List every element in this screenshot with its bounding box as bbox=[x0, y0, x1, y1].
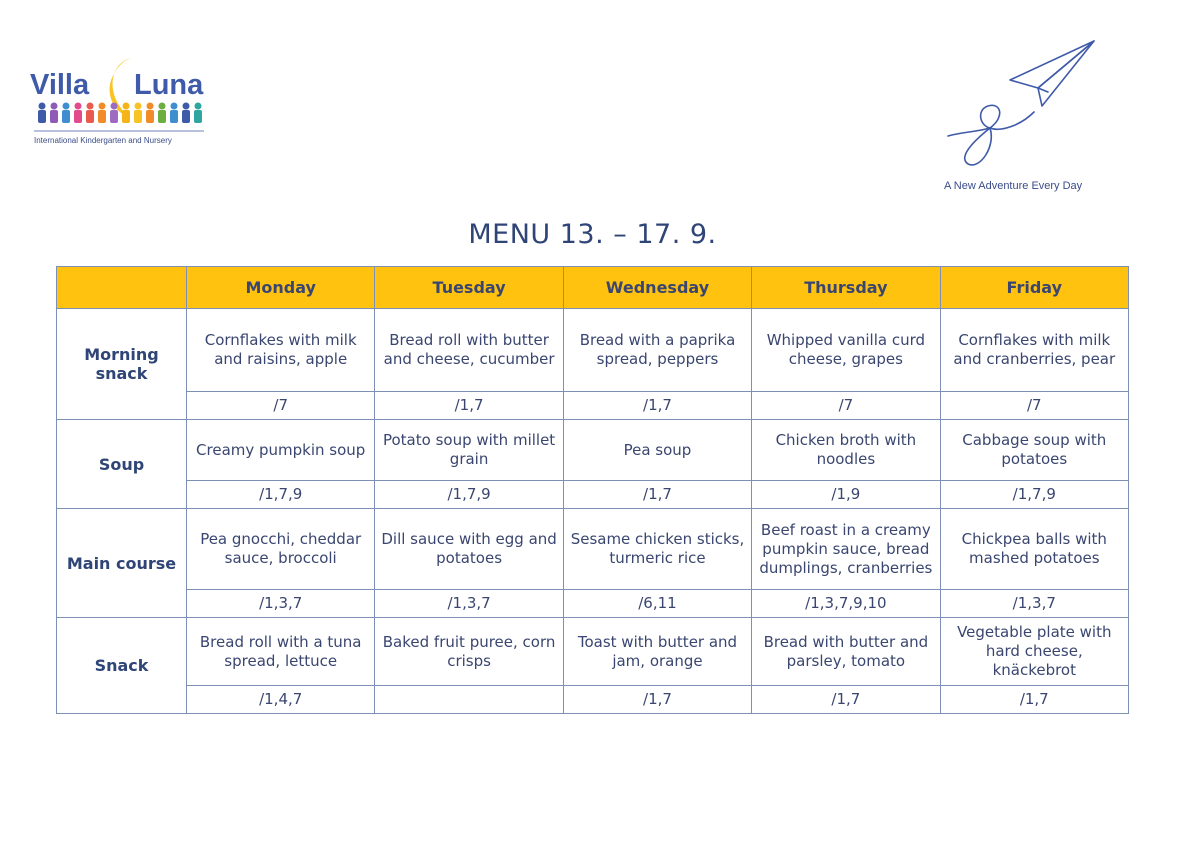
allergen-cell: /1,7 bbox=[563, 686, 751, 714]
dish-cell: Pea soup bbox=[563, 420, 751, 481]
dish-cell: Dill sauce with egg and potatoes bbox=[375, 509, 563, 590]
villa-luna-logo bbox=[28, 54, 208, 150]
table-row bbox=[57, 618, 1129, 686]
allergen-cell: /7 bbox=[187, 392, 375, 420]
dish-cell: Baked fruit puree, corn crisps bbox=[375, 618, 563, 686]
logo-subtitle: International Kindergarten and Nursery bbox=[34, 136, 172, 145]
dish-cell: Vegetable plate with hard cheese, knäckebrot bbox=[940, 618, 1128, 686]
allergen-cell: /1,3,7 bbox=[187, 590, 375, 618]
menu-header-row bbox=[57, 267, 1129, 309]
allergen-cell: /1,3,7,9,10 bbox=[752, 590, 940, 618]
menu-table bbox=[56, 266, 1129, 714]
allergen-cell: /1,3,7 bbox=[375, 590, 563, 618]
dish-cell: Sesame chicken sticks, turmeric rice bbox=[563, 509, 751, 590]
allergen-cell: /7 bbox=[940, 392, 1128, 420]
dish-cell: Cabbage soup with potatoes bbox=[940, 420, 1128, 481]
allergen-cell: /1,9 bbox=[752, 481, 940, 509]
allergen-cell bbox=[375, 686, 563, 714]
allergen-row bbox=[57, 590, 1129, 618]
paper-plane-icon bbox=[940, 36, 1100, 171]
allergen-cell: /1,7 bbox=[940, 686, 1128, 714]
header-corner bbox=[57, 267, 187, 309]
dish-cell: Bread with butter and parsley, tomato bbox=[752, 618, 940, 686]
category-morning-snack: Morning snack bbox=[57, 309, 187, 420]
allergen-cell: /1,3,7 bbox=[940, 590, 1128, 618]
logo-graphic bbox=[28, 54, 208, 136]
dish-cell: Bread with a paprika spread, peppers bbox=[563, 309, 751, 392]
allergen-row bbox=[57, 392, 1129, 420]
table-row bbox=[57, 309, 1129, 392]
table-row bbox=[57, 420, 1129, 481]
allergen-cell: /1,4,7 bbox=[187, 686, 375, 714]
dish-cell: Bread roll with a tuna spread, lettuce bbox=[187, 618, 375, 686]
category-main-course: Main course bbox=[57, 509, 187, 618]
day-header-thursday: Thursday bbox=[752, 267, 940, 309]
tagline: A New Adventure Every Day bbox=[944, 180, 1083, 192]
allergen-row bbox=[57, 686, 1129, 714]
allergen-row bbox=[57, 481, 1129, 509]
dish-cell: Whipped vanilla curd cheese, grapes bbox=[752, 309, 940, 392]
allergen-cell: /7 bbox=[752, 392, 940, 420]
dish-cell: Creamy pumpkin soup bbox=[187, 420, 375, 481]
day-header-friday: Friday bbox=[940, 267, 1128, 309]
dish-cell: Toast with butter and jam, orange bbox=[563, 618, 751, 686]
category-snack: Snack bbox=[57, 618, 187, 714]
dish-cell: Beef roast in a creamy pumpkin sauce, bread dumplings, cranberries bbox=[752, 509, 940, 590]
allergen-cell: /1,7 bbox=[375, 392, 563, 420]
allergen-cell: /1,7 bbox=[563, 481, 751, 509]
category-soup: Soup bbox=[57, 420, 187, 509]
dish-cell: Cornflakes with milk and cranberries, pear bbox=[940, 309, 1128, 392]
dish-cell: Potato soup with millet grain bbox=[375, 420, 563, 481]
day-header-wednesday: Wednesday bbox=[563, 267, 751, 309]
day-header-tuesday: Tuesday bbox=[375, 267, 563, 309]
dish-cell: Cornflakes with milk and raisins, apple bbox=[187, 309, 375, 392]
allergen-cell: /1,7 bbox=[563, 392, 751, 420]
dish-cell: Chicken broth with noodles bbox=[752, 420, 940, 481]
allergen-cell: /1,7,9 bbox=[375, 481, 563, 509]
children-figures-icon bbox=[38, 103, 202, 124]
allergen-cell: /6,11 bbox=[563, 590, 751, 618]
logo-word-villa: Villa bbox=[30, 69, 90, 101]
table-row bbox=[57, 509, 1129, 590]
allergen-cell: /1,7,9 bbox=[940, 481, 1128, 509]
menu-title: MENU 13. – 17. 9. bbox=[468, 219, 717, 250]
dish-cell: Pea gnocchi, cheddar sauce, broccoli bbox=[187, 509, 375, 590]
dish-cell: Bread roll with butter and cheese, cucumber bbox=[375, 309, 563, 392]
logo-word-luna: Luna bbox=[134, 69, 204, 101]
dish-cell: Chickpea balls with mashed potatoes bbox=[940, 509, 1128, 590]
day-header-monday: Monday bbox=[187, 267, 375, 309]
allergen-cell: /1,7,9 bbox=[187, 481, 375, 509]
allergen-cell: /1,7 bbox=[752, 686, 940, 714]
